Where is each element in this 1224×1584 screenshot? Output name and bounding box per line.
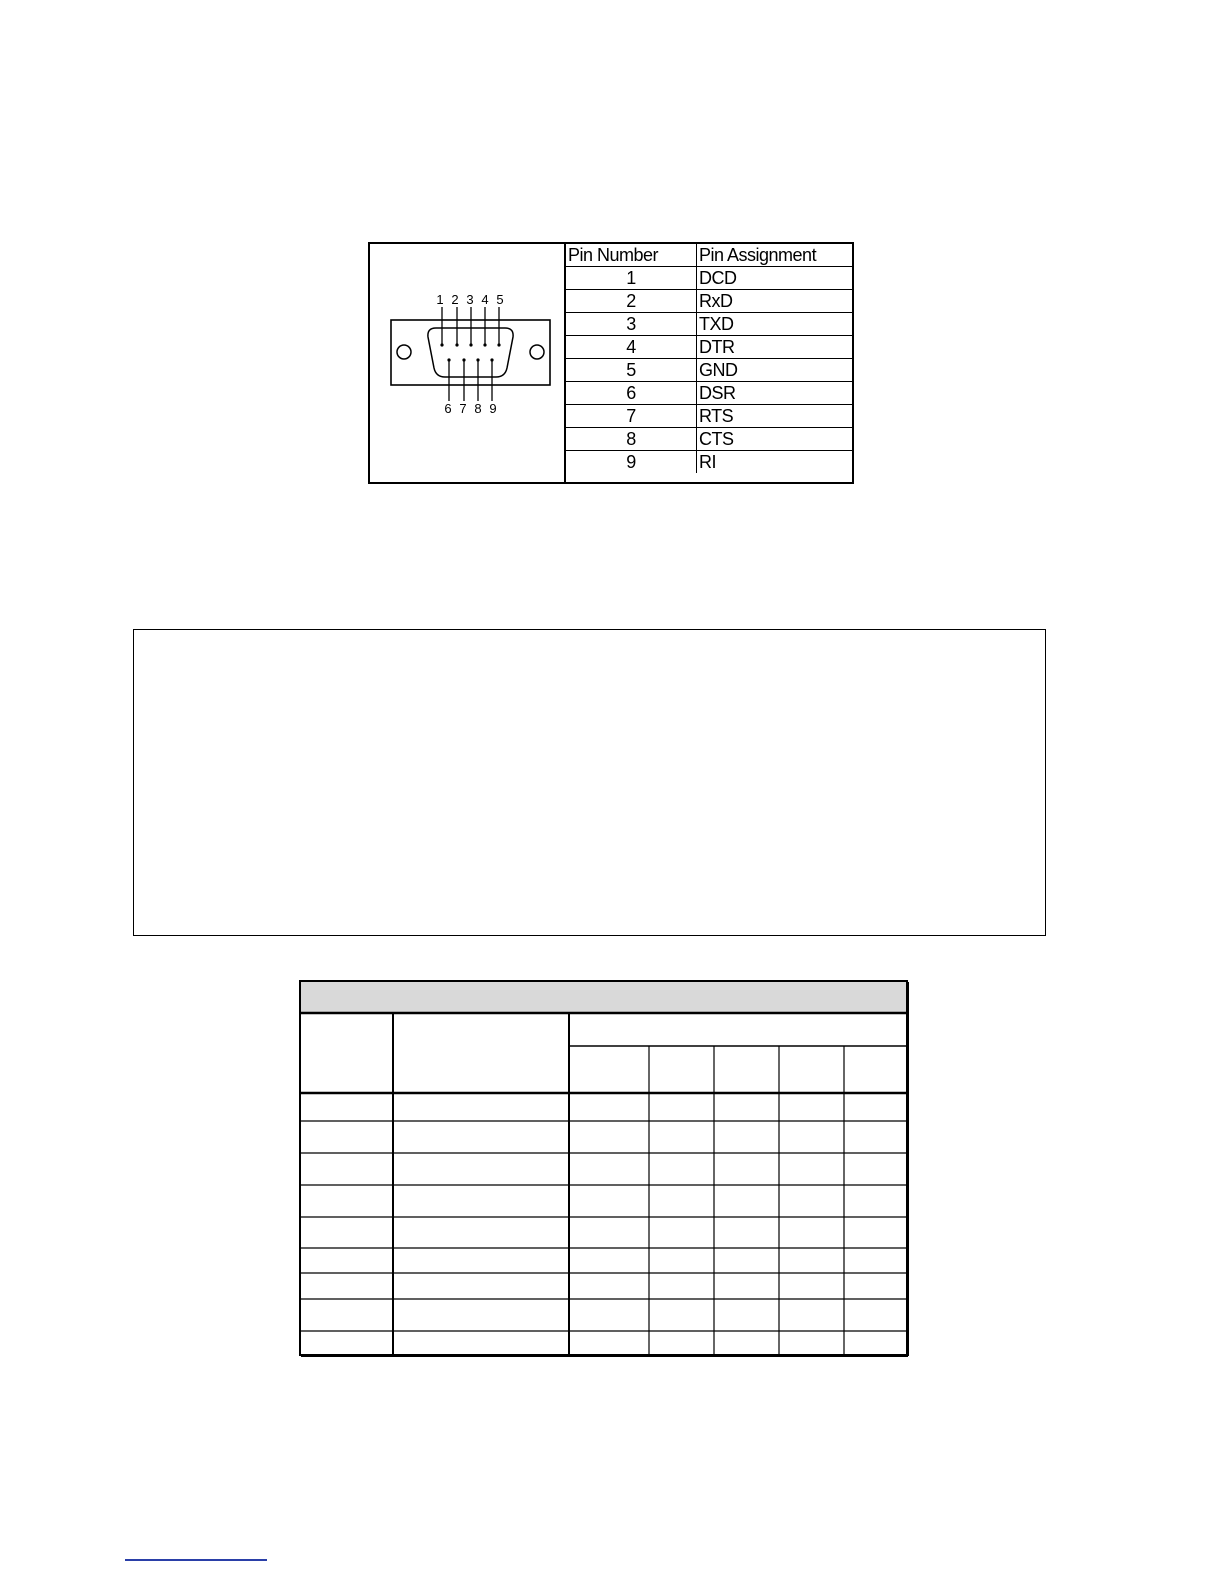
pin-assignment-cell: RTS	[697, 405, 853, 428]
pin-number-cell: 5	[566, 359, 697, 382]
table-row	[566, 359, 852, 382]
pin-label-bottom: 9	[489, 401, 497, 416]
pin-label-top: 4	[481, 292, 489, 307]
table-header-row	[566, 244, 852, 267]
pin-assignment-cell: DTR	[697, 336, 853, 359]
empty-grid-table	[299, 980, 910, 1357]
pin-label-top: 5	[496, 292, 504, 307]
pin-number-cell: 7	[566, 405, 697, 428]
pin-assignment-cell: GND	[697, 359, 853, 382]
table-row	[566, 428, 852, 451]
pin-label-top: 1	[436, 292, 444, 307]
pin-number-cell: 4	[566, 336, 697, 359]
footer-link-underline	[125, 1559, 267, 1561]
table-row	[566, 451, 852, 474]
header-pin-assignment: Pin Assignment	[697, 244, 853, 267]
pin-number-cell: 3	[566, 313, 697, 336]
pin-assignment-figure	[368, 242, 854, 484]
pin-label-top: 2	[451, 292, 459, 307]
pin-assignment-cell: CTS	[697, 428, 853, 451]
pin-number-cell: 9	[566, 451, 697, 474]
pin-number-cell: 8	[566, 428, 697, 451]
pin-label-bottom: 6	[444, 401, 452, 416]
pin-label-bottom: 7	[459, 401, 467, 416]
pin-label-top: 3	[466, 292, 474, 307]
note-box	[133, 629, 1046, 936]
pin-assignment-cell: RI	[697, 451, 853, 474]
table-row	[566, 336, 852, 359]
pin-number-cell: 1	[566, 267, 697, 290]
pin-number-cell: 6	[566, 382, 697, 405]
grid-lines	[299, 980, 910, 1357]
pin-assignment-table	[566, 244, 852, 473]
pin-assignment-cell: DCD	[697, 267, 853, 290]
table-row	[566, 313, 852, 336]
table-row	[566, 382, 852, 405]
db9-connector-icon	[370, 244, 566, 482]
db9-connector-diagram	[370, 244, 566, 482]
pin-label-bottom: 8	[474, 401, 482, 416]
table-row	[566, 267, 852, 290]
pin-number-cell: 2	[566, 290, 697, 313]
pin-assignment-cell: DSR	[697, 382, 853, 405]
pin-assignment-cell: RxD	[697, 290, 853, 313]
header-pin-number: Pin Number	[566, 244, 697, 267]
pin-assignment-cell: TXD	[697, 313, 853, 336]
table-row	[566, 290, 852, 313]
table-row	[566, 405, 852, 428]
